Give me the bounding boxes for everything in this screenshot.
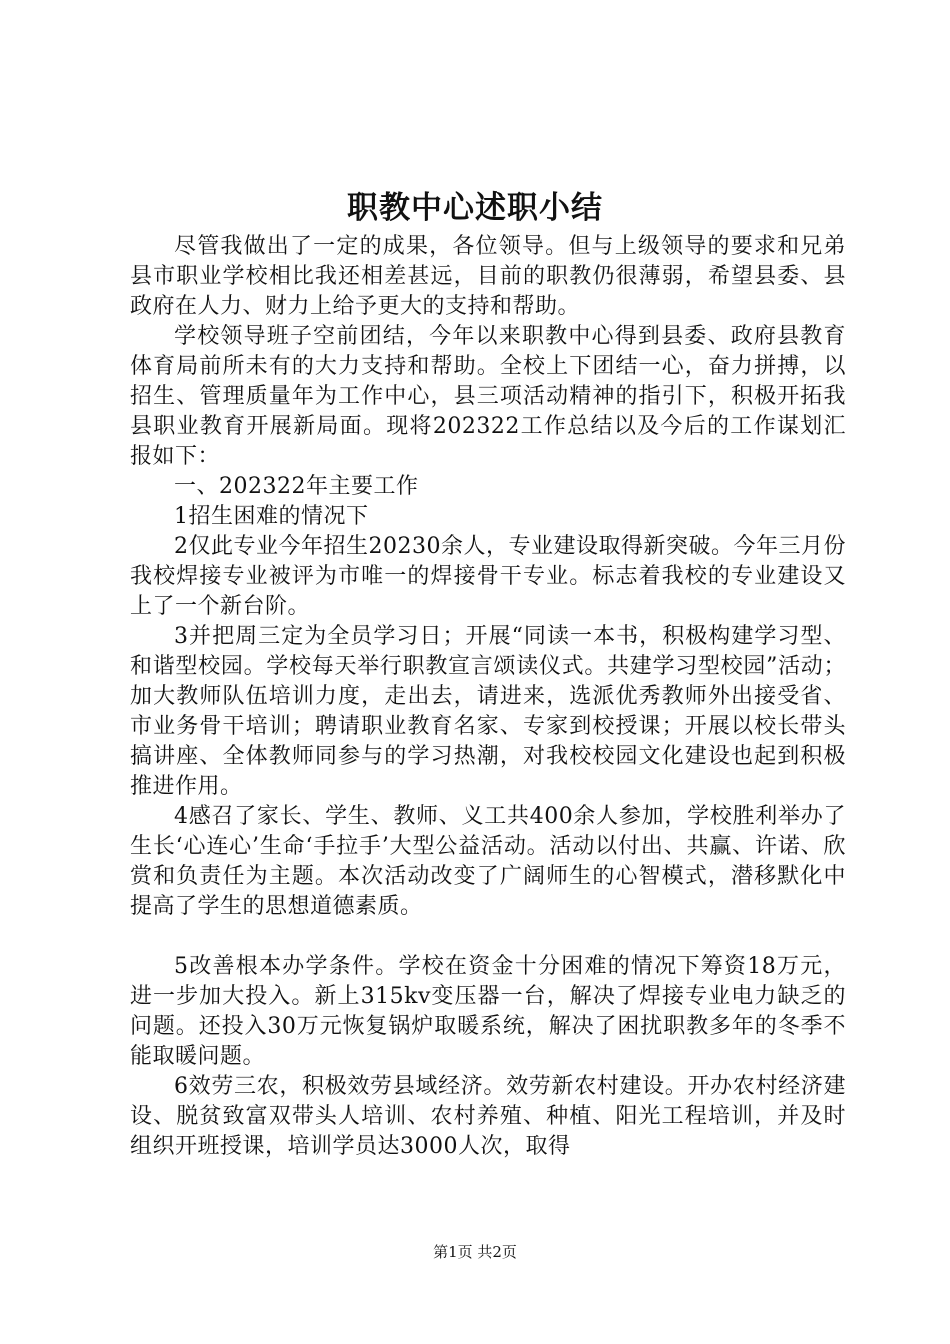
paragraph-spacer — [130, 922, 846, 952]
document-body — [130, 232, 846, 1162]
paragraph-item-3: 3并把周三定为全员学习日；开展“同读一本书，积极构建学习型、和谐型校园。学校每天举行职教宣言颂读仪式。共建学习型校园”活动；加大教师队伍培训力度，走出去，请进来，选派优秀教师外出接受省、市业务骨干培训；聘请职业教育名家、专家到校授课；开展以校长带头搞讲座、全体教师同参与的学习热潮，对我校校园文化建设也起到积极推进作用。 — [130, 624, 846, 799]
paragraph-item-6: 6效劳三农，积极效劳县域经济。效劳新农村建设。开办农村经济建设、脱贫致富双带头人培训、农村养殖、种植、阳光工程培训，并及时组织开班授课，培训学员达3000人次，取得 — [130, 1074, 846, 1159]
paragraph-item-4: 4感召了家长、学生、教师、义工共400余人参加，学校胜利举办了生长‘心连心’生命‘手拉手’大型公益活动。活动以付出、共赢、许诺、欣赏和负责任为主题。本次活动改变了广阔师生的心智模式，潜移默化中提高了学生的思想道德素质。 — [130, 804, 846, 919]
paragraph-item-2: 2仅此专业今年招生20230余人，专业建设取得新突破。今年三月份我校焊接专业被评为市唯一的焊接骨干专业。标志着我校的专业建设又上了一个新台阶。 — [130, 534, 846, 619]
document-title: 职教中心述职小结 — [347, 190, 603, 226]
paragraph-item-1: 1招生困难的情况下 — [174, 504, 369, 529]
paragraph-leadership: 学校领导班子空前团结，今年以来职教中心得到县委、政府县教育体育局前所未有的大力支持和帮助。全校上下团结一心，奋力拼搏，以招生、管理质量年为工作中心，县三项活动精神的指引下，积极开拓我县职业教育开展新局面。现将202322工作总结以及今后的工作谋划汇报如下： — [130, 324, 846, 469]
section-heading-main-work: 一、202322年主要工作 — [174, 474, 419, 499]
page-footer: 第1页 共2页 — [433, 1243, 517, 1261]
paragraph-intro: 尽管我做出了一定的成果，各位领导。但与上级领导的要求和兄弟县市职业学校相比我还相差甚远，目前的职教仍很薄弱，希望县委、县政府在人力、财力上给予更大的支持和帮助。 — [130, 234, 846, 319]
paragraph-item-5: 5改善根本办学条件。学校在资金十分困难的情况下筹资18万元，进一步加大投入。新上315kv变压器一台，解决了焊接专业电力缺乏的问题。还投入30万元恢复锅炉取暖系统，解决了困扰职教多年的冬季不能取暖问题。 — [130, 954, 846, 1069]
